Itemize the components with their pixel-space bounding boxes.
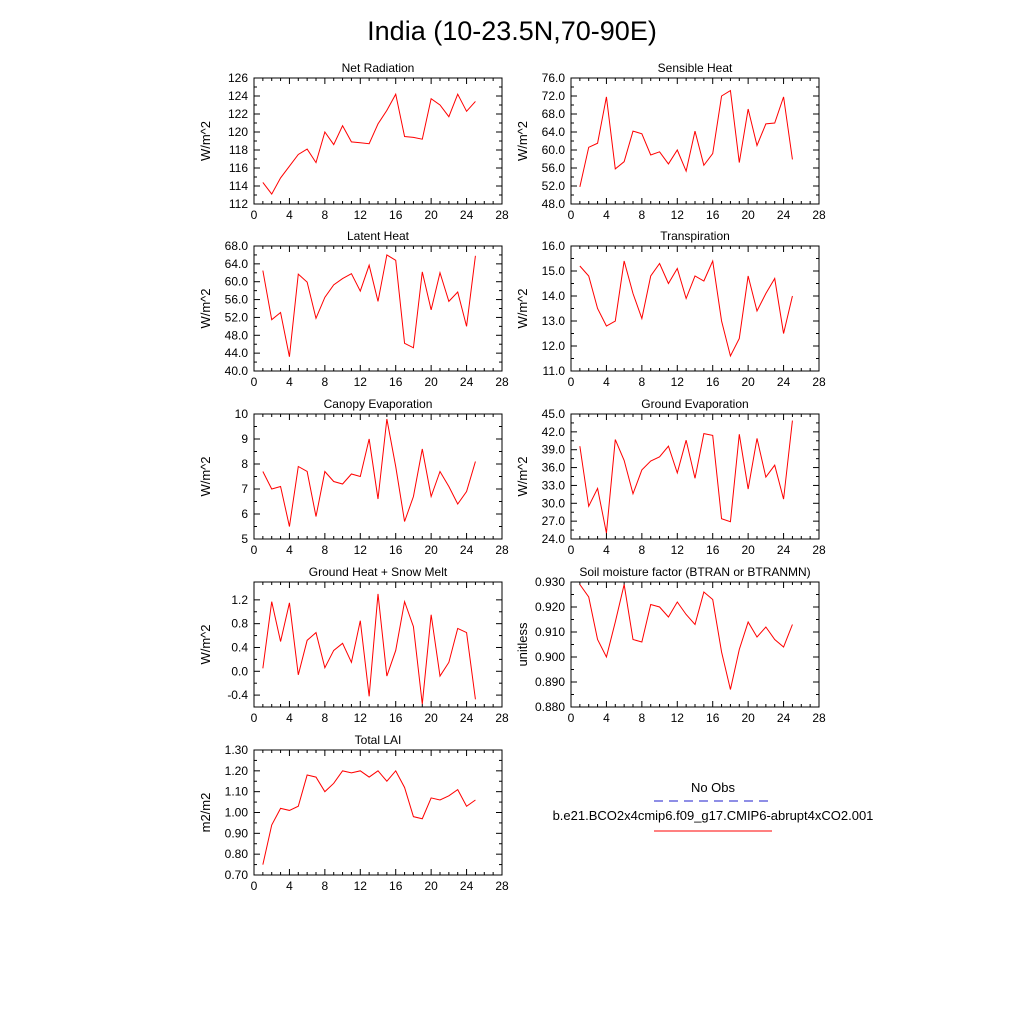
- panel-9: [198, 733, 509, 893]
- x-tick-label: 20: [741, 711, 755, 725]
- series-line: [263, 419, 476, 527]
- y-tick-label: 56.0: [541, 161, 565, 175]
- x-tick-label: 8: [321, 711, 329, 725]
- y-tick-label: 1.2: [231, 592, 248, 607]
- x-tick-label: 4: [286, 208, 293, 222]
- y-tick-label: 44.0: [224, 346, 248, 361]
- x-tick-label: 28: [495, 208, 509, 222]
- x-tick-label: 4: [286, 375, 293, 389]
- y-tick-label: 40.0: [224, 364, 248, 378]
- x-tick-label: 8: [638, 711, 646, 725]
- x-tick-label: 24: [459, 208, 474, 222]
- y-tick-label: 10: [234, 407, 248, 421]
- x-tick-label: 12: [353, 879, 367, 893]
- y-tick-label: 1.30: [224, 743, 248, 757]
- plot-frame: [254, 750, 502, 875]
- x-tick-label: 0: [250, 208, 258, 222]
- panel-title: Soil moisture factor (BTRAN or BTRANMN): [579, 565, 811, 579]
- x-tick-label: 28: [812, 375, 826, 389]
- x-tick-label: 28: [812, 208, 826, 222]
- series-line: [263, 94, 476, 194]
- series-line: [263, 594, 476, 704]
- y-tick-label: 9: [241, 432, 248, 446]
- x-tick-label: 20: [424, 208, 438, 222]
- plot-frame: [571, 246, 819, 371]
- plot-frame: [571, 582, 819, 707]
- y-tick-label: 0.910: [534, 625, 565, 639]
- x-tick-label: 16: [706, 543, 720, 557]
- y-tick-label: 16.0: [541, 239, 565, 253]
- y-tick-label: 52.0: [224, 310, 248, 325]
- y-tick-label: 33.0: [541, 478, 565, 493]
- y-tick-label: 68.0: [541, 107, 565, 121]
- x-tick-label: 12: [670, 711, 684, 725]
- y-tick-label: 0.890: [534, 675, 565, 689]
- x-tick-label: 20: [741, 208, 755, 222]
- y-tick-label: 0.90: [224, 826, 248, 841]
- x-tick-label: 4: [603, 543, 610, 557]
- x-tick-label: 24: [776, 375, 791, 389]
- x-tick-label: 20: [741, 543, 755, 557]
- x-tick-label: 0: [567, 208, 575, 222]
- y-tick-label: 116: [228, 161, 248, 175]
- y-tick-label: 114: [228, 179, 248, 193]
- x-tick-label: 8: [638, 208, 646, 222]
- y-tick-label: 1.20: [224, 763, 248, 778]
- y-axis-label: m2/m2: [198, 792, 213, 833]
- y-tick-label: 0.80: [224, 847, 248, 862]
- plot-frame: [254, 414, 502, 539]
- y-tick-label: 64.0: [224, 256, 248, 271]
- x-tick-label: 0: [250, 711, 258, 725]
- y-tick-label: 42.0: [541, 424, 565, 439]
- x-tick-label: 16: [389, 543, 403, 557]
- plot-frame: [254, 78, 502, 204]
- panel-4: [515, 229, 826, 389]
- y-tick-label: 8: [241, 457, 248, 471]
- y-tick-label: 1.10: [224, 784, 248, 799]
- x-tick-label: 4: [286, 543, 293, 557]
- x-tick-label: 20: [424, 375, 438, 389]
- series-line: [580, 91, 793, 187]
- y-axis-label: W/m^2: [515, 288, 530, 329]
- x-tick-label: 12: [353, 375, 367, 389]
- y-tick-label: 5: [241, 532, 248, 546]
- y-tick-label: 27.0: [541, 514, 565, 529]
- x-tick-label: 16: [706, 711, 720, 725]
- series-line: [580, 261, 793, 356]
- y-tick-label: 52.0: [541, 179, 565, 193]
- panels-group: [198, 61, 826, 893]
- panel-title: Ground Heat + Snow Melt: [308, 565, 448, 579]
- y-axis-label: W/m^2: [198, 624, 213, 665]
- y-tick-label: 60.0: [224, 274, 248, 289]
- x-tick-label: 4: [603, 375, 610, 389]
- x-tick-label: 20: [424, 543, 438, 557]
- panel-title: Net Radiation: [341, 61, 415, 75]
- x-tick-label: 24: [459, 543, 474, 557]
- x-tick-label: 12: [670, 375, 684, 389]
- panel-7: [198, 565, 509, 725]
- series-line: [263, 771, 476, 865]
- x-tick-label: 8: [321, 543, 329, 557]
- x-tick-label: 4: [603, 208, 610, 222]
- y-tick-label: 118: [228, 143, 248, 157]
- x-tick-label: 28: [495, 879, 509, 893]
- x-tick-label: 24: [459, 879, 474, 893]
- x-tick-label: 28: [812, 711, 826, 725]
- x-tick-label: 28: [495, 543, 509, 557]
- y-tick-label: 0.4: [231, 640, 248, 655]
- y-tick-label: 14.0: [541, 289, 565, 303]
- panel-title: Total LAI: [354, 733, 402, 747]
- panel-1: [198, 61, 509, 222]
- y-tick-label: 39.0: [541, 442, 565, 457]
- x-tick-label: 16: [389, 879, 403, 893]
- panel-title: Sensible Heat: [657, 61, 733, 75]
- y-tick-label: 122: [227, 107, 248, 121]
- y-tick-label: 56.0: [224, 292, 248, 307]
- y-tick-label: 124: [227, 89, 248, 103]
- y-axis-label: W/m^2: [198, 288, 213, 329]
- panel-title: Ground Evaporation: [641, 397, 749, 411]
- y-tick-label: 0.930: [534, 575, 565, 589]
- figure-title: India (10-23.5N,70-90E): [367, 16, 657, 46]
- x-tick-label: 24: [459, 375, 474, 389]
- panel-5: [198, 397, 509, 557]
- y-tick-label: -0.4: [227, 688, 248, 703]
- y-tick-label: 36.0: [541, 460, 565, 475]
- y-tick-label: 0.0: [231, 664, 248, 679]
- x-tick-label: 0: [250, 375, 258, 389]
- panel-3: [198, 229, 509, 389]
- x-tick-label: 0: [250, 543, 258, 557]
- x-tick-label: 20: [424, 711, 438, 725]
- x-tick-label: 12: [353, 208, 367, 222]
- series-line: [263, 255, 476, 357]
- panel-title: Transpiration: [660, 229, 730, 243]
- x-tick-label: 12: [670, 543, 684, 557]
- y-axis-label: W/m^2: [198, 120, 213, 162]
- panel-title: Latent Heat: [346, 229, 410, 243]
- plot-frame: [254, 582, 502, 707]
- plot-frame: [571, 78, 819, 204]
- y-tick-label: 76.0: [541, 71, 565, 85]
- y-tick-label: 6: [241, 507, 248, 521]
- x-tick-label: 24: [776, 208, 791, 222]
- y-tick-label: 24.0: [541, 532, 565, 546]
- x-tick-label: 24: [459, 711, 474, 725]
- y-tick-label: 60.0: [541, 143, 565, 157]
- y-axis-label: W/m^2: [515, 120, 530, 162]
- x-tick-label: 16: [389, 208, 403, 222]
- legend: [553, 780, 874, 831]
- x-tick-label: 24: [776, 543, 791, 557]
- y-tick-label: 30.0: [541, 496, 565, 511]
- plot-frame: [254, 246, 502, 371]
- y-tick-label: 120: [227, 125, 248, 139]
- y-axis-label: W/m^2: [515, 456, 530, 497]
- x-tick-label: 16: [389, 375, 403, 389]
- y-axis-label: W/m^2: [198, 456, 213, 497]
- series-line: [580, 585, 793, 690]
- x-tick-label: 24: [776, 711, 791, 725]
- series-line: [580, 421, 793, 534]
- y-tick-label: 0.880: [534, 700, 565, 714]
- panel-6: [515, 397, 826, 557]
- x-tick-label: 4: [603, 711, 610, 725]
- y-tick-label: 112: [228, 197, 248, 211]
- x-tick-label: 4: [286, 879, 293, 893]
- panel-title: Canopy Evaporation: [323, 397, 433, 411]
- x-tick-label: 8: [321, 375, 329, 389]
- y-tick-label: 64.0: [541, 125, 565, 139]
- y-tick-label: 68.0: [224, 239, 248, 253]
- y-tick-label: 12.0: [541, 339, 565, 353]
- x-tick-label: 0: [567, 711, 575, 725]
- y-tick-label: 1.00: [224, 805, 248, 820]
- y-tick-label: 13.0: [541, 314, 565, 328]
- x-tick-label: 12: [353, 711, 367, 725]
- panel-8: [515, 565, 826, 725]
- x-tick-label: 28: [495, 711, 509, 725]
- x-tick-label: 16: [706, 208, 720, 222]
- x-tick-label: 28: [812, 543, 826, 557]
- legend-obs-label: No Obs: [690, 780, 736, 795]
- y-tick-label: 0.900: [534, 650, 565, 664]
- y-tick-label: 0.70: [224, 868, 248, 882]
- x-tick-label: 8: [321, 879, 329, 893]
- panel-2: [515, 61, 826, 222]
- x-tick-label: 28: [495, 375, 509, 389]
- legend-model-label: b.e21.BCO2x4cmip6.f09_g17.CMIP6-abrupt4xCO2.001: [552, 808, 874, 823]
- x-tick-label: 12: [670, 208, 684, 222]
- y-tick-label: 48.0: [224, 328, 248, 343]
- x-tick-label: 16: [389, 711, 403, 725]
- y-axis-label: unitless: [515, 622, 530, 667]
- x-tick-label: 8: [638, 375, 646, 389]
- y-tick-label: 0.920: [534, 600, 565, 614]
- x-tick-label: 8: [638, 543, 646, 557]
- x-tick-label: 16: [706, 375, 720, 389]
- y-tick-label: 0.8: [231, 616, 248, 631]
- x-tick-label: 12: [353, 543, 367, 557]
- x-tick-label: 4: [286, 711, 293, 725]
- x-tick-label: 0: [567, 543, 575, 557]
- y-tick-label: 126: [227, 71, 248, 85]
- y-tick-label: 11.0: [542, 364, 565, 378]
- x-tick-label: 0: [567, 375, 575, 389]
- y-tick-label: 72.0: [541, 89, 565, 103]
- x-tick-label: 0: [250, 879, 258, 893]
- y-tick-label: 7: [241, 482, 248, 496]
- y-tick-label: 15.0: [541, 264, 565, 278]
- x-tick-label: 20: [741, 375, 755, 389]
- y-tick-label: 48.0: [541, 197, 565, 211]
- x-tick-label: 8: [321, 208, 329, 222]
- y-tick-label: 45.0: [541, 407, 565, 421]
- x-tick-label: 20: [424, 879, 438, 893]
